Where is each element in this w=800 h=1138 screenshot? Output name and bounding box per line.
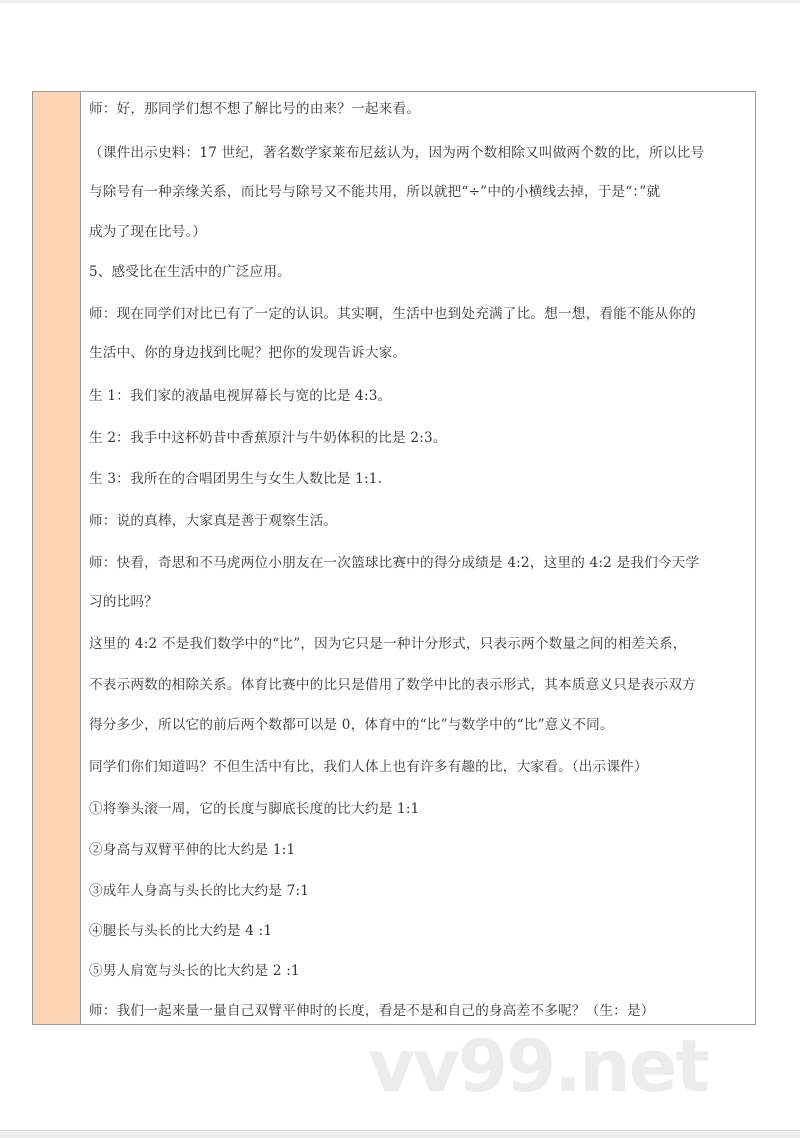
text-line: 生活中、你的身边找到比呢？把你的发现告诉大家。 [89,345,407,361]
left-shaded-column [33,92,81,1024]
top-edge [0,0,800,3]
watermark: vv99.net [368,1024,708,1108]
text-line: 生 1：我们家的液晶电视屏幕长与宽的比是 4:3。 [89,388,392,404]
list-item: ⑤男人肩宽与头长的比大约是 2 :1 [89,963,300,979]
list-item: ②身高与双臂平伸的比大约是 1:1 [89,842,296,858]
list-item: ③成年人身高与头长的比大约是 7:1 [89,883,310,899]
text-line: 成为了现在比号。） [89,224,207,240]
text-line: 与除号有一种亲缘关系，而比号与除号又不能共用，所以就把“÷”中的小横线去掉，于是“：”就 [89,184,661,200]
text-line: 不表示两数的相除关系。体育比赛中的比只是借用了数学中比的表示形式，其本质意义只是表示双方 [89,677,696,693]
text-line: 师：说的真棒，大家真是善于观察生活。 [89,513,338,529]
text-line: 师：好，那同学们想不想了解比号的由来？一起来看。 [89,101,421,117]
text-line: 得分多少，所以它的前后两个数都可以是 0，体育中的“比”与数学中的“比”意义不同。 [89,717,614,733]
text-line: 师：我们一起来量一量自己双臂平伸时的长度，看是不是和自己的身高差不多呢？（生：是） [89,1003,655,1019]
text-line: 生 3：我所在的合唱团男生与女生人数比是 1:1. [89,471,383,487]
list-item: ④腿长与头长的比大约是 4 :1 [89,923,273,939]
text-line: （课件出示史料：17 世纪，著名数学家莱布尼兹认为，因为两个数相除又叫做两个数的比，所以比号 [89,145,705,161]
text-line: 同学们你们知道吗？不但生活中有比，我们人体上也有许多有趣的比，大家看。（出示课件） [89,759,648,775]
text-line: 习的比吗？ [89,594,158,610]
text-line: 这里的 4:2 不是我们数学中的“比”，因为它只是一种计分形式，只表示两个数量之间的相差关系， [89,636,687,652]
section-heading: 5、感受比在生活中的广泛应用。 [89,264,291,280]
list-item: ①将拳头滚一周，它的长度与脚底长度的比大约是 1:1 [89,801,420,817]
text-line: 师：快看，奇思和不马虎两位小朋友在一次篮球比赛中的得分成绩是 4:2，这里的 4:2 是我们今天学 [89,555,700,571]
text-line: 师：现在同学们对比已有了一定的认识。其实啊，生活中也到处充满了比。想一想，看能不能从你的 [89,306,696,322]
text-line: 生 2：我手中这杯奶昔中香蕉原汁与牛奶体积的比是 2:3。 [89,430,447,446]
lesson-table [32,91,756,1025]
